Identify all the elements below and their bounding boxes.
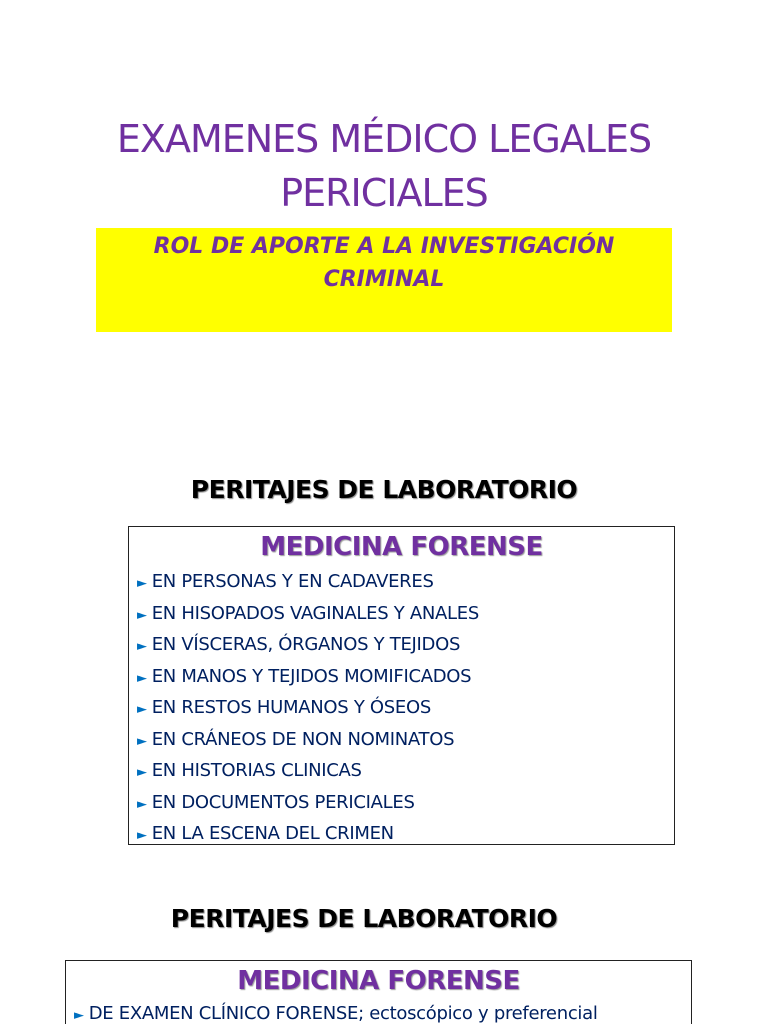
triangle-bullet-icon: ► (137, 828, 147, 843)
item-list (66, 999, 691, 1024)
subtitle-line-2: CRIMINAL (323, 267, 445, 292)
section-heading: PERITAJES DE LABORATORIO (190, 475, 578, 504)
list-item: ► EN HISTORIAS CLINICAS (137, 760, 362, 781)
slide-subtitle (96, 230, 672, 296)
box-title: MEDICINA FORENSE (237, 966, 520, 996)
list-item: ► EN PERSONAS Y EN CADAVERES (137, 571, 434, 592)
triangle-bullet-icon: ► (74, 1008, 84, 1023)
subtitle-line-1: ROL DE APORTE A LA INVESTIGACIÓN (153, 234, 615, 259)
triangle-bullet-icon: ► (137, 576, 147, 591)
item-list (129, 567, 674, 851)
list-item: ► EN CRÁNEOS DE NON NOMINATOS (137, 728, 455, 750)
triangle-bullet-icon: ► (137, 733, 147, 749)
list-item: ► EN LA ESCENA DEL CRIMEN (137, 823, 394, 844)
box-title: MEDICINA FORENSE (260, 532, 543, 562)
triangle-bullet-icon: ► (137, 639, 147, 654)
section-heading: PERITAJES DE LABORATORIO (170, 904, 558, 933)
triangle-bullet-icon: ► (137, 796, 147, 812)
triangle-bullet-icon: ► (137, 670, 147, 686)
list-item: ► EN DOCUMENTOS PERICIALES (137, 791, 415, 813)
slide-peritajes-1 (0, 455, 768, 855)
list-item: ► EN RESTOS HUMANOS Y ÓSEOS (137, 697, 431, 718)
title-line-1: EXAMENES MÉDICO LEGALES (116, 117, 652, 161)
list-item: ► DE EXAMEN CLÍNICO FORENSE; ectoscópico y preferencial (74, 1003, 598, 1024)
triangle-bullet-icon: ► (137, 765, 147, 780)
triangle-bullet-icon: ► (137, 702, 147, 717)
slide-peritajes-2 (0, 890, 768, 1024)
triangle-bullet-icon: ► (137, 607, 147, 623)
title-line-2: PERICIALES (280, 171, 488, 215)
list-item: ► EN HISOPADOS VAGINALES Y ANALES (137, 602, 479, 624)
list-item: ► EN MANOS Y TEJIDOS MOMIFICADOS (137, 665, 472, 687)
list-item: ► EN VÍSCERAS, ÓRGANOS Y TEJIDOS (137, 634, 461, 655)
slide-title (0, 0, 768, 430)
medicina-forense-box (65, 960, 692, 1024)
slide-title-heading (0, 112, 768, 220)
medicina-forense-box (128, 526, 675, 845)
